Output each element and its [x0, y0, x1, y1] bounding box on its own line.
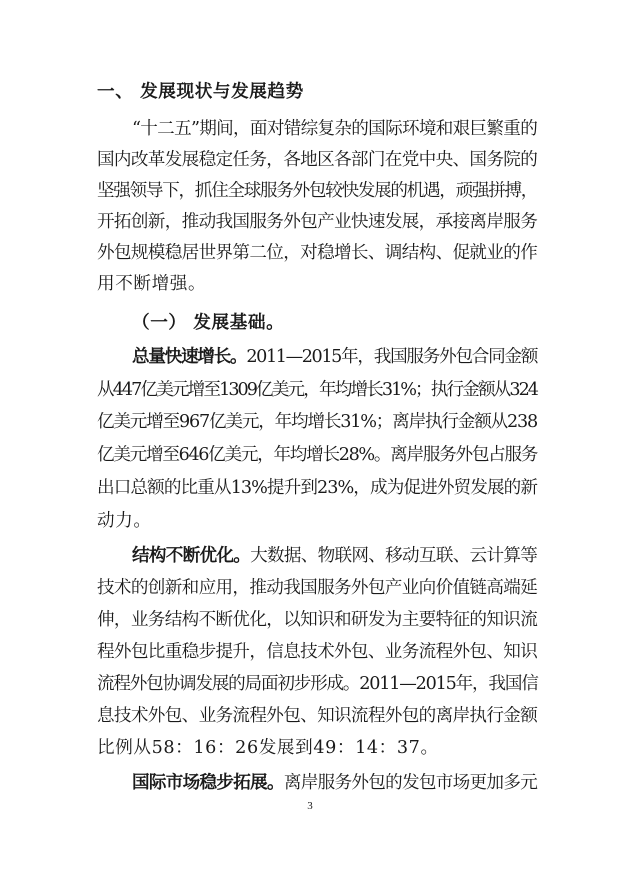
paragraph-line	[132, 345, 537, 369]
paragraph-line: 息技术外包、业务流程外包、知识流程外包的离岸执行金额	[97, 706, 537, 726]
intro-line: “十二五”期间，面对错综复杂的国际环境和艰巨繁重的	[132, 119, 537, 139]
intro-line: 开拓创新，推动我国服务外包产业快速发展，承接离岸服务	[97, 212, 537, 232]
paragraph-line: 动力。	[97, 511, 152, 531]
intro-line: 坚强领导下，抓住全球服务外包较快发展的机遇，顽强拼搏，	[97, 181, 537, 201]
paragraph-line: 比例从58：16：26发展到49：14：37。	[97, 738, 439, 758]
paragraph-line	[132, 771, 537, 795]
paragraph-lead: 结构不断优化。	[132, 546, 251, 566]
paragraph-text: 2011—2015年，我国服务外包合同金额	[246, 347, 538, 367]
paragraph-line: 亿美元增至646亿美元，年均增长28%。离岸服务外包占服务	[97, 445, 537, 465]
paragraph-text: 离岸服务外包的发包市场更加多元	[283, 773, 537, 793]
page-number: 3	[307, 800, 313, 812]
paragraph-line	[132, 544, 537, 568]
paragraph-line: 流程外包协调发展的局面初步形成。2011—2015年，我国信	[97, 674, 538, 694]
paragraph-line: 伸，业务结构不断优化，以知识和研发为主要特征的知识流	[97, 610, 537, 630]
paragraph-lead: 国际市场稳步拓展。	[132, 773, 284, 793]
intro-line: 国内改革发展稳定任务，各地区各部门在党中央、国务院的	[97, 150, 537, 170]
intro-line: 用不断增强。	[97, 274, 207, 294]
paragraph-line: 程外包比重稳步提升，信息技术外包、业务流程外包、知识	[97, 642, 537, 662]
paragraph-line: 出口总额的比重从13%提升到23%，成为促进外贸发展的新	[97, 478, 537, 498]
intro-line: 外包规模稳居世界第二位，对稳增长、调结构、促就业的作	[97, 243, 537, 263]
paragraph-text: 大数据、物联网、移动互联、云计算等	[250, 546, 537, 566]
subsection-heading: （一） 发展基础。	[132, 313, 285, 333]
paragraph-line: 从447亿美元增至1309亿美元，年均增长31%；执行金额从324	[97, 380, 537, 400]
section-heading: 一、 发展现状与发展趋势	[97, 82, 304, 102]
paragraph-line: 亿美元增至967亿美元，年均增长31%；离岸执行金额从238	[97, 412, 537, 432]
paragraph-line: 技术的创新和应用，推动我国服务外包产业向价值链高端延	[97, 578, 537, 598]
paragraph-lead: 总量快速增长。	[132, 347, 247, 367]
